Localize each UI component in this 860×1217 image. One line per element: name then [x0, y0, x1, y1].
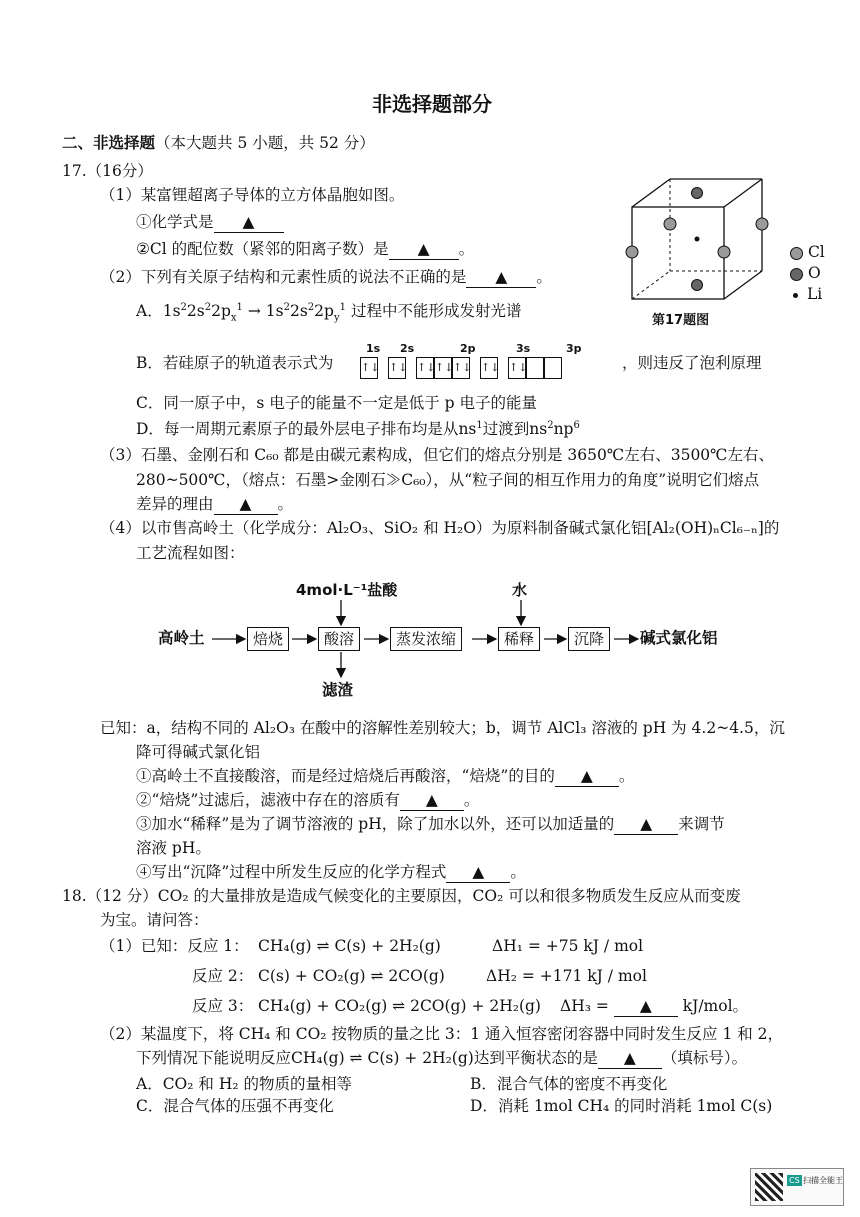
q17-optA: A．$1s^22s^22p_x^1 \to 1s^22s^22p_y^1$ 过程中不能形成发射光谱 [136, 302, 522, 324]
answer-blank: ▲ [555, 767, 619, 787]
q17-p2: （2）下列有关原子结构和元素性质的说法不正确的是 ▲ 。 [100, 268, 552, 286]
s4-text: ④写出“沉降”过程中所发生反应的化学方程式 [136, 863, 447, 881]
flow-start: 高岭土 [158, 629, 205, 647]
answer-blank: ▲ [446, 863, 510, 883]
flow-step-dilute: 稀释 [498, 627, 540, 651]
flow-end: 碱式氯化铝 [640, 629, 718, 647]
q18-optB: B．混合气体的密度不再变化 [470, 1075, 668, 1093]
orbital-1s: ↑↓ [360, 357, 378, 379]
legend-cl-label: Cl [807, 243, 825, 261]
p2-eq: CH₄(g) ⇌ C(s) + 2H₂(g) [291, 1049, 474, 1067]
legend-li [793, 285, 822, 304]
optA-text: 过程中不能形成发射光谱 [350, 302, 522, 321]
known-l2: 降可得碱式氯化铝 [136, 743, 261, 761]
optA-label: A． [136, 302, 163, 321]
q18-p2-l2 [136, 1049, 747, 1069]
q17-optD: D．每一周期元素原子的最外层电子排布均是从$ns^1$过渡到$ns^2np^6$ [136, 420, 580, 439]
q17-p1b-text: ②Cl 的配位数（紧邻的阳离子数）是 [136, 240, 389, 258]
optD-mid: 过渡到 [482, 420, 530, 439]
q18-head-l2: 为宝。请问答： [100, 911, 209, 929]
q18-p2-l1: （2）某温度下，将 CH₄ 和 CO₂ 按物质的量之比 3：1 通入恒容密闭容器中同时发生反应 1 和 2， [100, 1025, 784, 1043]
q17-p1: （1）某富锂超离子导体的立方体晶胞如图。 [100, 186, 405, 204]
cs-badge: CS [789, 1176, 800, 1185]
figure-caption: 第17题图 [652, 313, 710, 328]
q17-s3-l2: 溶液 pH。 [136, 839, 211, 857]
crystal-cell-diagram [618, 172, 788, 322]
orbital-3p: ↑↓ [508, 357, 562, 379]
p2-post: 达到平衡状态的是 [473, 1049, 598, 1067]
orbital-2s: ↑↓ [388, 357, 406, 379]
q18-r2-dh: ΔH₂ = +171 kJ / mol [486, 967, 647, 985]
answer-blank: ▲ [614, 997, 678, 1017]
legend-o [790, 264, 821, 283]
q18-head-l1: 18.（12 分）CO₂ 的大量排放是造成气候变化的主要原因，CO₂ 可以和很多物质发生反应从而变废 [62, 887, 741, 905]
answer-blank: ▲ [389, 240, 459, 260]
page-title: 非选择题部分 [372, 92, 492, 116]
q17-s3 [136, 815, 725, 835]
flow-water: 水 [512, 581, 528, 599]
q17-p2-text: （2）下列有关原子结构和元素性质的说法不正确的是 [100, 268, 467, 286]
q17-optC: C．同一原子中，s 电子的能量不一定是低于 p 电子的能量 [136, 394, 538, 412]
q17-s4: ④写出“沉降”过程中所发生反应的化学方程式 ▲ 。 [136, 863, 526, 881]
q18-r1-label: （1）已知：反应 1： [100, 937, 249, 955]
p3-text: 差异的理由 [136, 495, 214, 513]
orb-label: 2p [460, 342, 476, 355]
answer-blank: ▲ [598, 1049, 662, 1069]
q17-p4-l2: 工艺流程如图： [136, 544, 245, 562]
p2-tail: （填标号）。 [661, 1049, 748, 1067]
flow-step-evaporate: 蒸发浓缩 [390, 627, 462, 651]
optD-text: D．每一周期元素原子的最外层电子排布均是从 [136, 420, 459, 439]
known-l1: 已知：a，结构不同的 Al₂O₃ 在酸中的溶解性差别较大；b，调节 AlCl₃ 溶液的 pH 为 4.2~4.5，沉 [100, 719, 785, 737]
li-atom-icon [793, 293, 798, 298]
p2-pre: 下列情况下能说明反应 [136, 1049, 292, 1067]
optB-text: ，则违反了泡利原理 [622, 354, 762, 372]
section-note: （本大题共 5 小题，共 52 分） [155, 134, 375, 152]
r3-dh-pre: ΔH₃ = [560, 997, 609, 1015]
q18-r3-label: 反应 3： [192, 997, 254, 1015]
section-label: 二、非选择题 [62, 134, 156, 152]
r3-dh-post: kJ/mol。 [682, 997, 749, 1015]
q18-optC: C．混合气体的压强不再变化 [136, 1097, 334, 1115]
q17-p3-l3: 差异的理由 ▲ 。 [136, 495, 294, 513]
cl-atom-icon [790, 247, 803, 260]
legend-o-label: O [807, 264, 821, 282]
legend-cl [790, 243, 825, 262]
flow-step-acid: 酸溶 [318, 627, 360, 651]
answer-blank: ▲ [466, 268, 536, 288]
flow-residue: 滤渣 [322, 681, 354, 699]
s3-text: ③加水“稀释”是为了调节溶液的 pH，除了加水以外，还可以加适量的 [136, 815, 615, 833]
s1-text: ①高岭土不直接酸溶，而是经过焙烧后再酸溶，“焙烧”的目的 [136, 767, 555, 785]
q18-r3-eq: CH₄(g) + CO₂(g) ⇌ 2CO(g) + 2H₂(g) [258, 997, 541, 1015]
flow-step-settle: 沉降 [568, 627, 610, 651]
orbital-2p: ↑↓↑↓↑↓ [416, 357, 470, 379]
q17-p1b: ②Cl 的配位数（紧邻的阳离子数）是 ▲ 。 [136, 240, 475, 258]
q18-optA: A．CO₂ 和 H₂ 的物质的量相等 [136, 1075, 352, 1093]
s3-tail: 来调节 [678, 815, 725, 833]
q17-p3-l1: （3）石墨、金刚石和 C₆₀ 都是由碳元素构成，但它们的熔点分别是 3650℃左右、3500℃左右、 [100, 446, 775, 464]
q18-r3-dh [560, 997, 748, 1017]
legend-li-label: Li [806, 285, 823, 303]
orb-label: 3p [566, 342, 582, 355]
q18-r2-label: 反应 2： [192, 967, 254, 985]
answer-blank: ▲ [614, 815, 678, 835]
orb-label: 1s [366, 342, 381, 355]
scanner-watermark [750, 1168, 844, 1206]
q17-p4-l1: （4）以市售高岭土（化学成分：Al₂O₃、SiO₂ 和 H₂O）为原料制备碱式氯化铝[Al₂(OH)ₙCl₆₋ₙ]的 [100, 519, 780, 537]
answer-blank: ▲ [214, 213, 284, 233]
flow-step-roast: 焙烧 [247, 627, 289, 651]
qr-code-icon [755, 1173, 783, 1201]
q18-r2-eq: C(s) + CO₂(g) ⇌ 2CO(g) [258, 967, 445, 985]
q17-p3-l2: 280~500℃，（熔点：石墨>金刚石≫C₆₀），从“粒子间的相互作用力的角度”说明它们熔点 [136, 471, 760, 489]
q18-r1-dh: ΔH₁ = +75 kJ / mol [492, 937, 644, 955]
q17-head: 17.（16分） [62, 162, 153, 180]
answer-blank: ▲ [214, 495, 278, 515]
orbital-3s: ↑↓ [480, 357, 498, 379]
q17-s2: ②“焙烧”过滤后，滤液中存在的溶质有 ▲ 。 [136, 791, 480, 809]
q18-r1-eq: CH₄(g) ⇌ C(s) + 2H₂(g) [258, 937, 441, 955]
answer-blank: ▲ [400, 791, 464, 811]
o-atom-icon [790, 268, 803, 281]
s2-text: ②“焙烧”过滤后，滤液中存在的溶质有 [136, 791, 400, 809]
orb-label: 2s [400, 342, 415, 355]
q17-s1: ①高岭土不直接酸溶，而是经过焙烧后再酸溶，“焙烧”的目的 ▲ 。 [136, 767, 635, 785]
flow-acid: 4mol·L⁻¹盐酸 [296, 581, 398, 599]
optB-label: B．若硅原子的轨道表示式为 [136, 354, 334, 372]
orb-label: 3s [516, 342, 531, 355]
q18-optD: D．消耗 1mol CH₄ 的同时消耗 1mol C(s) [470, 1097, 773, 1115]
q17-p1a-text: ①化学式是 [136, 213, 214, 231]
watermark-text: 扫描全能王 [803, 1176, 843, 1185]
